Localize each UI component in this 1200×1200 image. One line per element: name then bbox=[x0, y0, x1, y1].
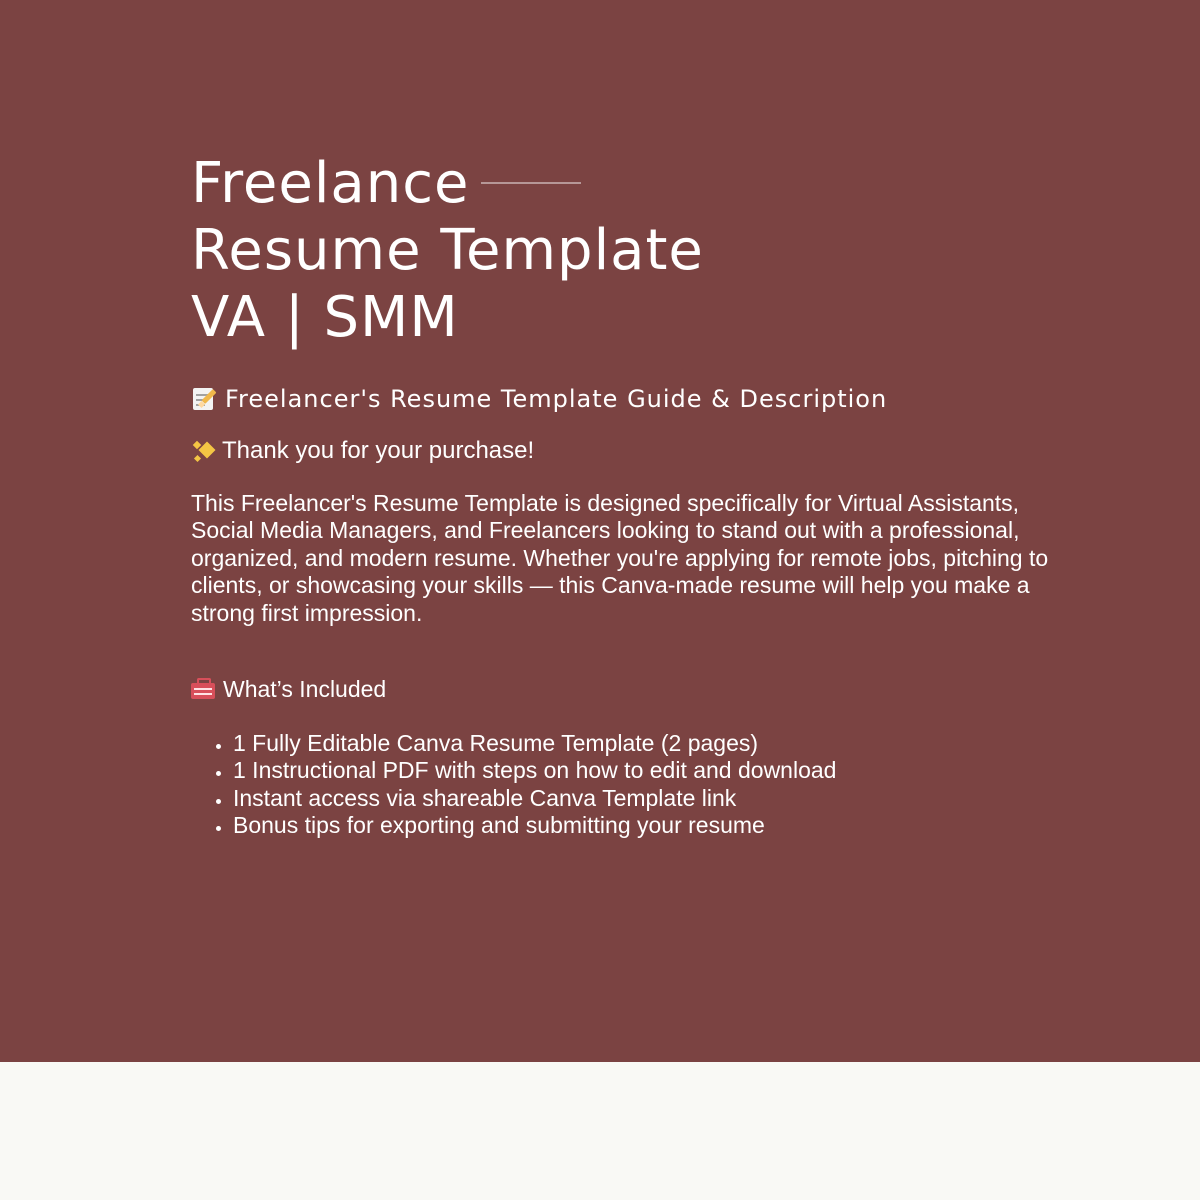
product-description-content bbox=[191, 150, 1071, 840]
guide-heading bbox=[191, 385, 1071, 413]
template-description: This Freelancer's Resume Template is designed specifically for Virtual Assistants, Social Media Managers, and Freelancers looking to stand out with a professional, organized, and modern resume. Whether you're applying for remote jobs, pitching to clients, or showcasing your skills — this Canva-made resume will help you make a strong first impression. bbox=[191, 490, 1049, 626]
whats-included-heading-text: What’s Included bbox=[223, 676, 387, 703]
list-item: • Bonus tips for exporting and submitting your resume bbox=[233, 812, 1071, 839]
title-line-va-smm: VA | SMM bbox=[191, 285, 459, 350]
title-line-freelance bbox=[191, 150, 1071, 217]
title-divider-line bbox=[481, 182, 581, 184]
thank-you-text: Thank you for your purchase! bbox=[222, 437, 535, 464]
included-items-list bbox=[191, 730, 1071, 840]
page-title bbox=[191, 150, 1071, 351]
title-line-resume-template: Resume Template bbox=[191, 218, 704, 283]
title-line-1-text: Freelance bbox=[191, 151, 470, 216]
thank-you-message bbox=[191, 437, 1071, 465]
guide-heading-text: Freelancer's Resume Template Guide & Description bbox=[225, 385, 888, 413]
list-item: • 1 Instructional PDF with steps on how to edit and download bbox=[233, 757, 1071, 784]
memo-icon bbox=[191, 386, 217, 412]
sparkles-icon bbox=[191, 439, 216, 464]
list-item: • 1 Fully Editable Canva Resume Template (2 pages) bbox=[233, 730, 1071, 757]
footer-strip bbox=[0, 1062, 1200, 1200]
whats-included-heading bbox=[191, 675, 1071, 703]
toolbox-icon bbox=[191, 677, 215, 701]
list-item: • Instant access via shareable Canva Template link bbox=[233, 785, 1071, 812]
